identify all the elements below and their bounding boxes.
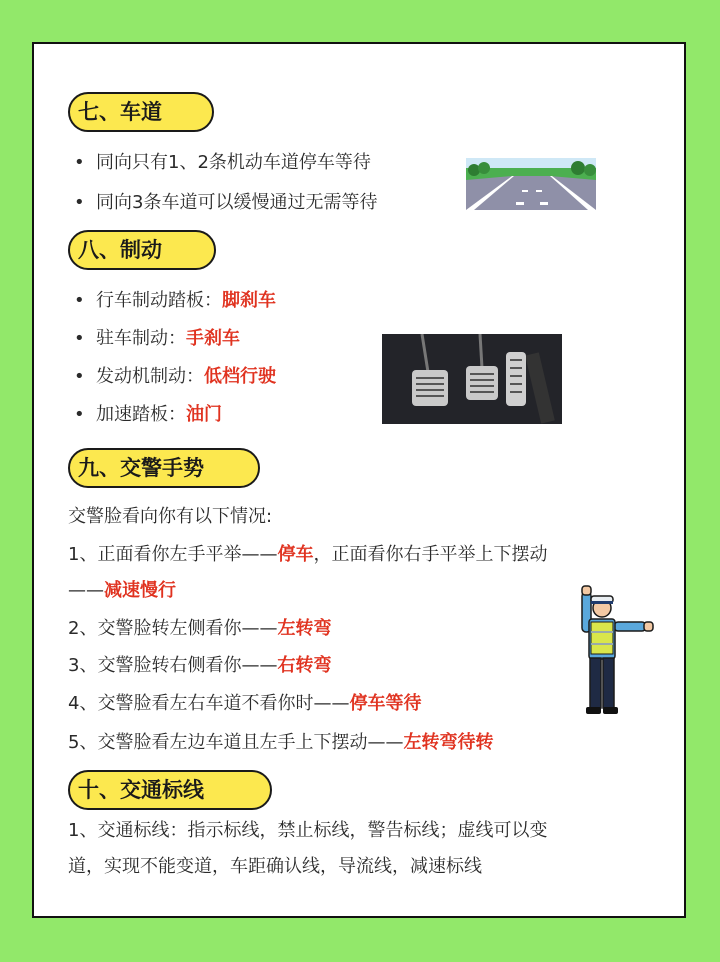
police-rule-2 <box>68 616 331 642</box>
brake-item-2-label: 驻车制动： <box>96 328 186 349</box>
brake-item-3-label: 发动机制动： <box>96 366 204 387</box>
police-rule-5-text: 5、交警脸看左边车道且左手上下摆动—— <box>68 732 404 753</box>
police-rule-3-value: 右转弯 <box>277 655 332 676</box>
section-10-heading <box>68 770 272 810</box>
traffic-police-illustration <box>572 582 656 718</box>
police-rule-5-value: 左转弯待转 <box>403 732 494 753</box>
marking-line-1-text: 1、交通标线：指示标线，禁止标线，警告标线；虚线可以变 <box>68 820 548 841</box>
police-rule-1-text-c: ，正面看你右手平举上下摆动 <box>313 544 548 565</box>
section-8-heading <box>68 230 216 270</box>
police-rule-1-slow: 减速慢行 <box>104 580 176 601</box>
police-rule-4-value: 停车等待 <box>349 693 422 714</box>
brake-item-4-value: 油门 <box>186 404 222 425</box>
brake-item-3-value: 低档行驶 <box>204 366 276 387</box>
brake-item-4-label: 加速踏板： <box>96 404 186 425</box>
brake-item-1-value: 脚刹车 <box>222 290 276 311</box>
brake-item-2-value: 手刹车 <box>186 328 240 349</box>
marking-line-1 <box>68 818 547 844</box>
police-rule-1-stop: 停车 <box>277 544 314 565</box>
police-rule-3 <box>68 653 331 679</box>
police-rule-1 <box>68 542 547 568</box>
police-rule-3-text: 3、交警脸转右侧看你—— <box>68 655 278 676</box>
police-rule-2-value: 左转弯 <box>277 618 332 639</box>
marking-line-2-text: 道，实现不能变道，车距确认线，导流线，减速标线 <box>68 856 482 877</box>
police-intro <box>68 504 272 530</box>
brake-item-3: • 发动机制动：低档行驶 <box>74 366 276 387</box>
section-8-title: 八、制动 <box>78 238 162 262</box>
section-7-title: 七、车道 <box>78 100 162 124</box>
marking-line-2 <box>68 854 482 880</box>
lane-rule-1: • 同向只有1、2条机动车道停车等待 <box>74 152 371 173</box>
section-9-title: 九、交警手势 <box>78 456 204 480</box>
content-card <box>32 42 686 918</box>
police-rule-1-text-a: 1、正面看你左手平举—— <box>68 544 278 565</box>
police-rule-1-dash: —— <box>68 580 104 601</box>
police-rule-5 <box>68 730 493 756</box>
police-rule-2-text: 2、交警脸转左侧看你—— <box>68 618 278 639</box>
section-9-heading <box>68 448 260 488</box>
section-10-title: 十、交通标线 <box>78 778 204 802</box>
brake-item-2: • 驻车制动：手刹车 <box>74 328 240 349</box>
road-illustration <box>466 158 596 210</box>
police-rule-1-cont <box>68 578 176 604</box>
lane-rule-1-text: 同向只有1、2条机动车道停车等待 <box>96 152 371 173</box>
brake-item-4: • 加速踏板：油门 <box>74 404 222 425</box>
lane-rule-2-text: 同向3条车道可以缓慢通过无需等待 <box>96 192 378 213</box>
lane-rule-2: • 同向3条车道可以缓慢通过无需等待 <box>74 192 378 213</box>
police-intro-text: 交警脸看向你有以下情况: <box>68 506 273 527</box>
section-7-heading <box>68 92 214 132</box>
police-rule-4-text: 4、交警脸看左右车道不看你时—— <box>68 693 350 714</box>
car-pedals-photo <box>382 334 562 424</box>
brake-item-1-label: 行车制动踏板： <box>96 290 222 311</box>
brake-item-1: • 行车制动踏板：脚刹车 <box>74 290 276 311</box>
police-rule-4 <box>68 691 421 717</box>
